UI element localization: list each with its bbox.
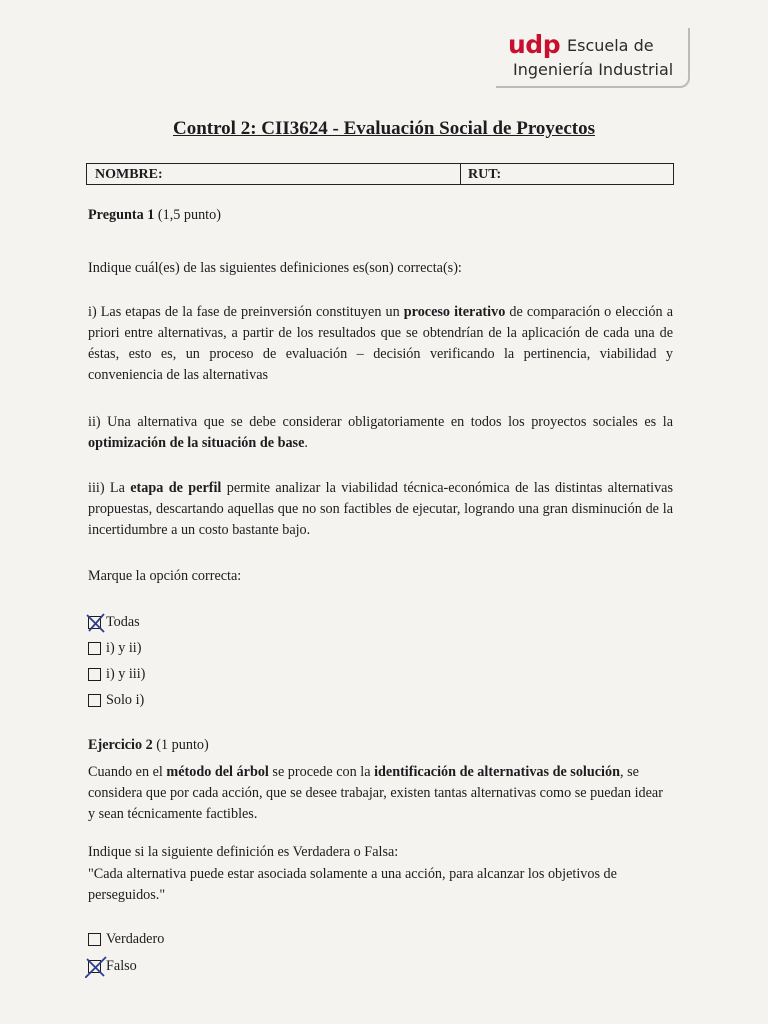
q1-prompt: Indique cuál(es) de las siguientes definiciones es(son) correcta(s): bbox=[88, 260, 462, 276]
q1-i-text-c: de comparación o elección a priori entre alternativas, a partir de los resultados que se obtendrían de la aplicación de cada una de éstas, esto es, un proceso de evaluación – decisión verificando la pertinencia, viabilidad y conveniencia de las alternativas bbox=[88, 304, 673, 383]
option-label: i) y ii) bbox=[106, 639, 142, 656]
q2-text-a: Cuando en el bbox=[88, 764, 167, 780]
q1-iii-bold: etapa de perfil bbox=[130, 480, 222, 496]
option-label: Falso bbox=[106, 957, 137, 974]
q1-ii-text-c: . bbox=[304, 435, 308, 451]
udp-logo bbox=[496, 28, 690, 88]
q2-text-e: , se considera que por cada acción, que se desee trabajar, existen tantas alternativas como se puedan idear y sean técnicamente factibles. bbox=[88, 764, 663, 822]
checkbox[interactable] bbox=[88, 642, 101, 655]
option-label: Verdadero bbox=[106, 930, 165, 947]
q1-statement-ii bbox=[88, 412, 673, 454]
q1-i-bold: proceso iterativo bbox=[403, 304, 506, 320]
logo-line-2: Ingeniería Industrial bbox=[513, 60, 674, 79]
q1-statement-iii bbox=[88, 478, 673, 541]
logo-line-1: Escuela de bbox=[567, 36, 654, 55]
student-id-table bbox=[86, 163, 674, 185]
q2-option-falso[interactable] bbox=[88, 956, 137, 976]
checkbox[interactable] bbox=[88, 668, 101, 681]
hand-check-mark-icon bbox=[85, 612, 107, 634]
q2-bold-b: método del árbol bbox=[166, 764, 269, 780]
exam-title: Control 2: CII3624 - Evaluación Social de Proyectos bbox=[172, 118, 596, 139]
q1-option-i-ii[interactable] bbox=[88, 638, 141, 658]
q1-instruction: Marque la opción correcta: bbox=[88, 568, 242, 584]
q1-option-todas[interactable] bbox=[88, 612, 140, 632]
checkbox-checked[interactable] bbox=[88, 616, 101, 629]
q2-heading-bold: Ejercicio 2 bbox=[88, 737, 153, 753]
q2-paragraph bbox=[88, 762, 673, 825]
rut-label: RUT: bbox=[468, 167, 502, 182]
hand-check-mark-icon bbox=[85, 956, 107, 978]
q2-option-verdadero[interactable] bbox=[88, 929, 164, 949]
q1-ii-text-a: ii) Una alternativa que se debe considerar obligatoriamente en todos los proyectos sociales es la bbox=[88, 414, 673, 430]
nombre-label: NOMBRE: bbox=[95, 167, 163, 182]
q1-points: (1,5 punto) bbox=[154, 207, 221, 223]
q1-heading-bold: Pregunta 1 bbox=[88, 207, 155, 223]
checkbox[interactable] bbox=[88, 933, 101, 946]
q2-text-c: se procede con la bbox=[268, 764, 375, 780]
q2-instruction: Indique si la siguiente definición es Verdadera o Falsa: bbox=[88, 844, 399, 860]
logo-brand: udp bbox=[508, 30, 561, 59]
q1-statement-i bbox=[88, 302, 673, 386]
q2-bold-d: identificación de alternativas de solución bbox=[374, 764, 620, 780]
q1-i-text-a: i) Las etapas de la fase de preinversión constituyen un bbox=[88, 304, 404, 320]
option-label: Todas bbox=[106, 613, 140, 630]
q1-option-i-iii[interactable] bbox=[88, 664, 145, 684]
q1-iii-text-a: iii) La bbox=[88, 480, 131, 496]
q1-heading bbox=[88, 205, 673, 226]
option-label: i) y iii) bbox=[106, 665, 146, 682]
q2-statement: "Cada alternativa puede estar asociada solamente a una acción, para alcanzar los objetivos de perseguidos." bbox=[88, 866, 617, 903]
checkbox[interactable] bbox=[88, 694, 101, 707]
q2-heading bbox=[88, 735, 673, 756]
q1-iii-text-c: permite analizar la viabilidad técnica-económica de las distintas alternativas propuestas, descartando aquellas que no son factibles de ejecutar, logrando una gran disminución de la incertidumbre a un costo bastante bajo. bbox=[88, 480, 673, 538]
q1-ii-bold: optimización de la situación de base bbox=[88, 435, 305, 451]
option-label: Solo i) bbox=[106, 691, 145, 708]
q1-option-solo-i[interactable] bbox=[88, 690, 144, 710]
q2-points: (1 punto) bbox=[152, 737, 209, 753]
checkbox-checked[interactable] bbox=[88, 960, 101, 973]
table-divider bbox=[460, 164, 461, 184]
